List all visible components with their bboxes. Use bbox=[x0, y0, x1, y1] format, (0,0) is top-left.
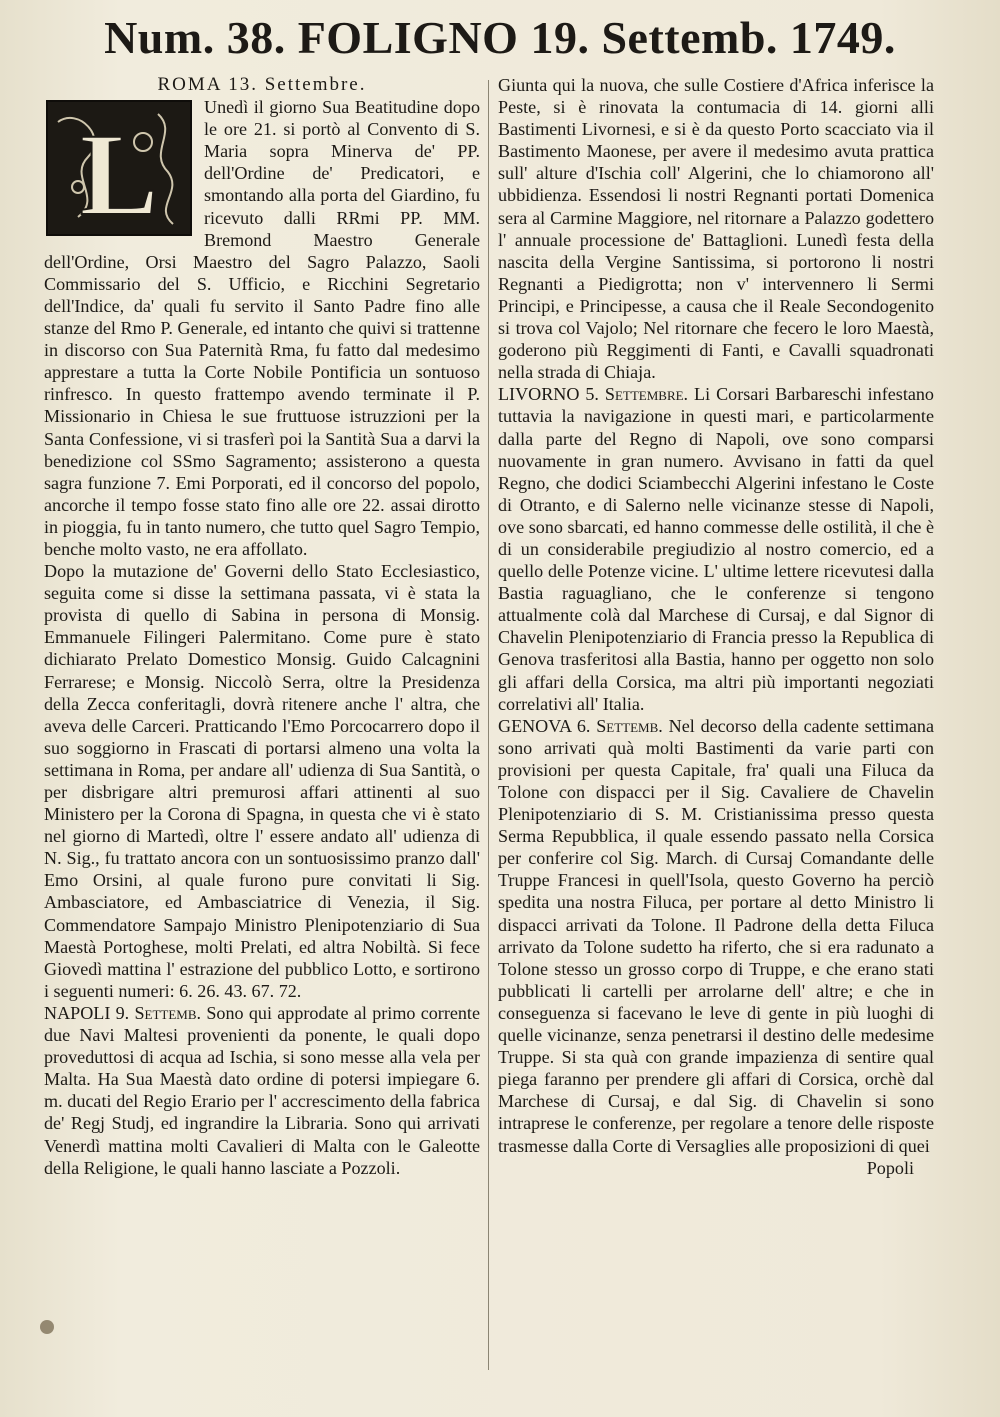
column-divider bbox=[488, 80, 489, 1370]
livorno-dateline: LIVORNO 5. Settembre. bbox=[498, 384, 689, 405]
genova-text: Nel decorso della cadente settimana sono arrivati quà molti Bastimenti da varie parti con provisioni per questa Capitale, fra' quali una Filuca da Tolone con dispacci per il Sig. Cavaliere de Chavelin Plenipotenziario di S. M. Cristianissima presso questa Serma Repubblica, il quale essendo passato nella Corsica per conferire col Sig. March. di Cursaj Comandante delle Truppe Francesi in quell'Isola, questo Governo ha perciò spedita una nostra Filuca, per portare al detto Ministro li dispacci arrivati da Tolone. Il Padrone della detta Filuca arrivato da Tolone sudetto ha riferto, che si era radunato a Tolone stesso un grosso corpo di Truppe, e che erano stati pubblicati li cartelli per arrolarne dell' altre; e che in conseguenza si facevano le leve di gente in più luoghi di quelle vicinanze, senza penetrarsi il destino delle medesime Truppe. Si sta quà con grande impazienza di sentire qual piega faranno per prendere gli affari di Corsica, orchè dal Marchese di Cursaj, e dal Sig. di Chavelin si sono intraprese le conferenze, per regolare a tenore delle risposte trasmesse dalla Corte di Versaglies alle proposizioni di quei bbox=[498, 715, 934, 1156]
dropcap-letter: L bbox=[79, 109, 159, 235]
napoli-continuation: Giunta qui la nuova, che sulle Costiere d'Africa inferisce la Peste, si è rinovata la contumacia di 14. giorni alli Bastimenti Livornesi, e si è da questo Porto scacciato via il Bastimento Maonese, per avere il medesimo avuta prattica sull' alture d'Ischia coll' Algerini, che lo chiamorono all' ubbidienza. Essendosi li nostri Regnanti portati Domenica sera al Carmine Maggiore, nel ritornare a Palazzo godettero l' annuale processione de' Battaglioni. Lunedì festa della nascita della Vergine Santissima, si portorono li nostri Regnanti a Piedigrotta; non v' intervennero li Sermi Principi, e Principesse, a causa che il Reale Secondogenito si trova col Vajolo; Nel ritornare che fecero le loro Maestà, goderono più Reggimenti di Fanti, e Cavalli squadronati nella strada di Chiaja. bbox=[498, 75, 934, 383]
roma-paragraph-1: Unedì il giorno Sua Beatitudine dopo le ore 21. si portò al Convento di S. Maria sopra Minerva de' PP. dell'Ordine de' Predicatori, e smontando alla porta del Giardino, fu ricevuto dalli RRmi PP. MM. Bremond Maestro Generale dell'Ordine, Orsi Maestro del Sagro Palazzo, Saoli Commissario del S. Ufficio, e Ricchini Segretario dell'Indice, da' quali fu servito il Santo Padre fino alle stanze del Rmo P. Generale, ed intanto che quivi si trattenne in discorso con Sua Paternità Rma, fu fatto dal medesimo apprestare a tutta la Corte Nobile Pontificia un sontuoso rinfresco. In questo frattempo avendo terminate il P. Missionario in Chiesa le sue fruttuose istruzzioni per la Santa Confessione, vi si trasferì poi la Santità Sua a darvi la benedizione col SSmo Sagramento; assisterono a questa sagra funzione 7. Emi Porporati, ed il concorso del popolo, ancorche il tempo fosse stato fino alle ore 22. assai dirotto in pioggia, fu in tanto numero, che tutto quel Sagro Tempio, benche molto vasto, ne era affollato. bbox=[44, 97, 480, 559]
decorated-initial-l bbox=[46, 100, 192, 236]
right-column bbox=[498, 74, 934, 1374]
livorno-text: Li Corsari Barbareschi infestano tuttavia la navigazione in questi mari, e particolarmente dalla parte del Regno di Napoli, ove sono comparsi nuovamente in gran numero. Avvisano in fatti da quel Regno, che dodici Sciambecchi Algerini infestano le Coste di Otranto, e di Salerno nelle vicinanze stesse di Napoli, ove sono sbarcati, ed hanno commesse delle ostilità, il che è di un considerabile pregiudizio al nostro comercio, ed a quello delle Potenze vicine. L' ultime lettere ricevutesi dalla Bastia raguagliano, che le conferenze si tengono attualmente colà dal Marchese di Cursaj, e dal Signor di Chavelin Plenipotenziario di Francia presso la Republica di Genova trasferitosi alla Bastia, hanno per oggetto non solo gli affari della Corsica, ma altri più importanti negoziati correlativi all' Italia. bbox=[498, 384, 934, 714]
roma-dateline: ROMA 13. Settembre. bbox=[157, 74, 367, 95]
left-column bbox=[44, 74, 480, 1374]
roma-paragraph-2: Dopo la mutazione de' Governi dello Stato Ecclesiastico, seguita come si disse la settimana passata, vi è stata la provista di quello di Sabina in persona di Monsig. Emmanuele Filingeri Palermitano. Come pure è stato dichiarato Prelato Domestico Monsig. Guido Calcagnini Ferrarese; e Monsig. Niccolò Serra, oltre la Presidenza della Zecca conferitagli, dovrà ritenere anche l' altra, che aveva delle Carceri. Pratticando l'Emo Porcocarrero dopo il suo soggiorno in Frascati di portarsi almeno una volta la settimana in Roma, per andare all' udienza di Sua Santità, o per disbrigare altri premurosi affari attinenti al suo Ministero per la Corona di Spagna, in questa che vi è stato nel giorno di Martedì, oltre l' essere andato all' udienza di N. Sig., fu trattato ancora con un sontuosissimo pranzo dall' Emo Orsini, al quale furono pure convitati li Sig. Ambasciatore, ed Ambasciatrice di Venezia, il Sig. Commendatore Sampajo Ministro Plenipotenziario di Sua Maestà Portoghese, molti Prelati, ed altra Nobiltà. Si fece Giovedì mattina l' estrazione del pubblico Lotto, e sortirono i seguenti numeri: 6. 26. 43. 67. 72. bbox=[44, 561, 480, 1001]
livorno-section bbox=[498, 383, 934, 714]
catchword: Popoli bbox=[866, 1157, 914, 1178]
genova-section bbox=[498, 715, 934, 1157]
genova-dateline: GENOVA 6. Settemb. bbox=[498, 715, 663, 736]
napoli-dateline: NAPOLI 9. Settemb. bbox=[44, 1002, 202, 1023]
napoli-section bbox=[44, 1002, 480, 1179]
masthead-title: Num. 38. FOLIGNO 19. Settemb. 1749. bbox=[104, 12, 896, 63]
napoli-text: Sono qui approdate al primo corrente due Navi Maltesi provenienti da ponente, le quali dopo proveduttosi di acqua ad Ischia, si sono messe alla vela per Malta. Ha Sua Maestà dato ordine di potersi impiegare 6. m. ducati del Regio Erario per l' accrescimento della fabrica de' Regj Studj, ed ingrandire la Libraria. Sono qui arrivati Venerdì mattina molti Cavalieri di Malta con le Galeotte della Religione, le quali hanno lasciate a Pozzoli. bbox=[44, 1002, 480, 1178]
ink-stain bbox=[40, 1320, 54, 1334]
